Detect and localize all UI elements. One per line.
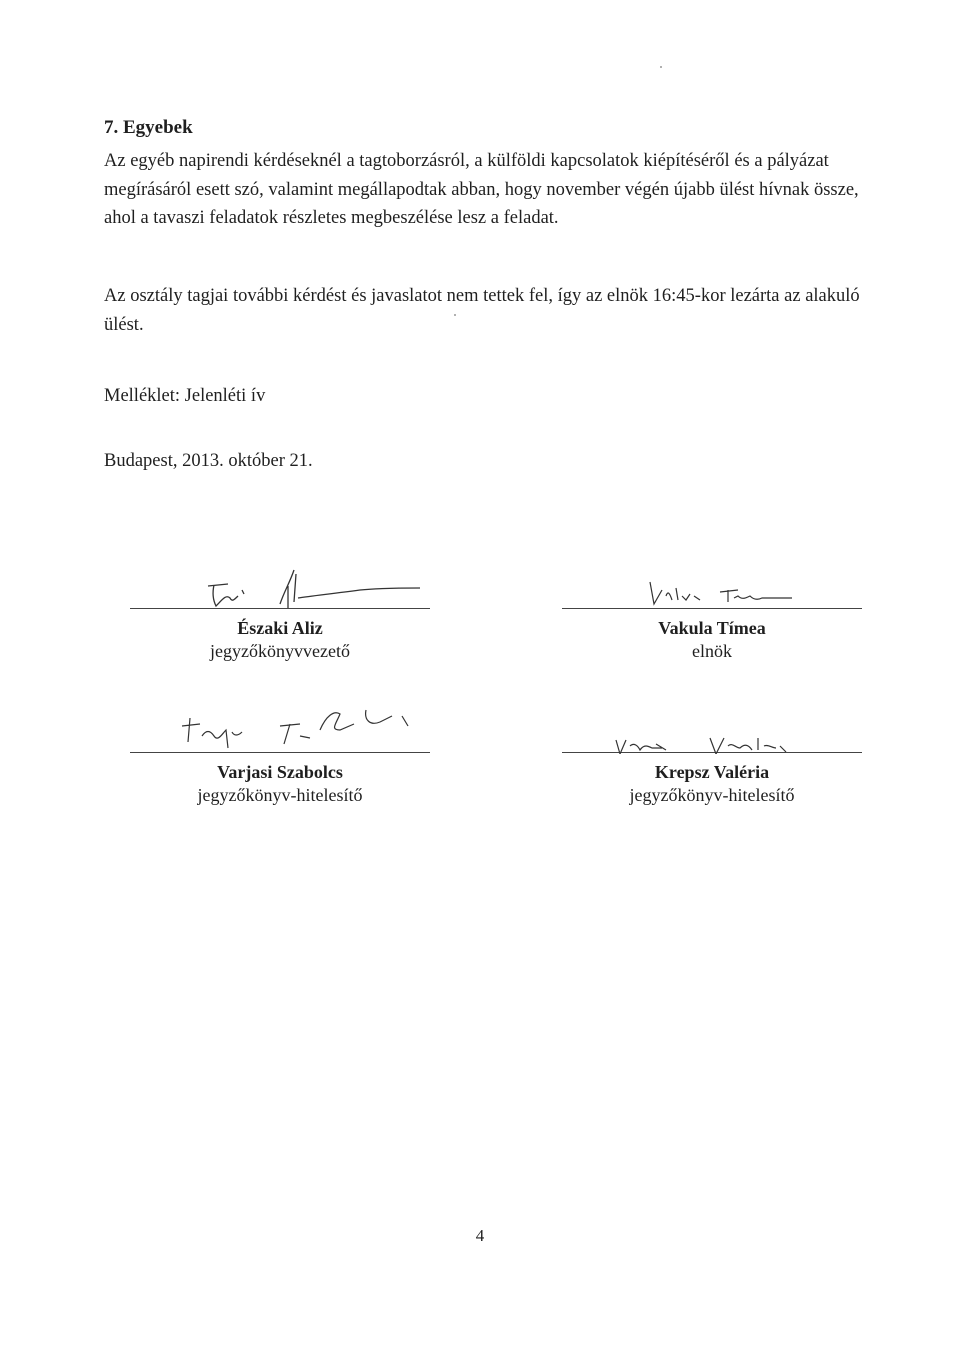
- handwritten-signature-4: [562, 704, 862, 754]
- handwritten-signature-3: [130, 696, 450, 756]
- scan-speck: [454, 314, 456, 316]
- signer-name: Vakula Tímea: [658, 618, 766, 638]
- signer-role: jegyzőkönyv-hitelesítő: [197, 785, 363, 805]
- signature-block-chair: [562, 608, 862, 662]
- scan-speck: [660, 66, 662, 68]
- section-heading: 7. Egyebek: [104, 117, 193, 138]
- signer-name: Északi Aliz: [237, 618, 323, 638]
- signer-role: jegyzőkönyvvezető: [210, 641, 350, 661]
- date-line: Budapest, 2013. október 21.: [104, 451, 313, 471]
- page-number: 4: [475, 1226, 485, 1245]
- signer-name: Varjasi Szabolcs: [217, 762, 343, 782]
- signature-block-verifier-1: [130, 752, 430, 806]
- paragraph-other-topics: Az egyéb napirendi kérdéseknél a tagtoborzásról, a külföldi kapcsolatok kiépítéséről és a pályázat megírásáról esett szó, valamint megállapodtak abban, hogy november végén újabb ülést hívnak össze, ahol a tavaszi feladatok részletes megbeszélése lesz a feladat.: [104, 151, 859, 228]
- paragraph-closing: Az osztály tagjai további kérdést és javaslatot nem tettek fel, így az elnök 16:45-kor lezárta az alakuló ülést.: [104, 286, 860, 335]
- signer-role: jegyzőkönyv-hitelesítő: [629, 785, 795, 805]
- handwritten-signature-2: [562, 560, 862, 610]
- handwritten-signature-1: [130, 560, 430, 610]
- annex-line: Melléklet: Jelenléti ív: [104, 386, 266, 406]
- signer-name: Krepsz Valéria: [654, 762, 770, 782]
- signature-block-verifier-2: [562, 752, 862, 806]
- signature-block-recorder: [130, 608, 430, 662]
- signer-role: elnök: [692, 641, 732, 661]
